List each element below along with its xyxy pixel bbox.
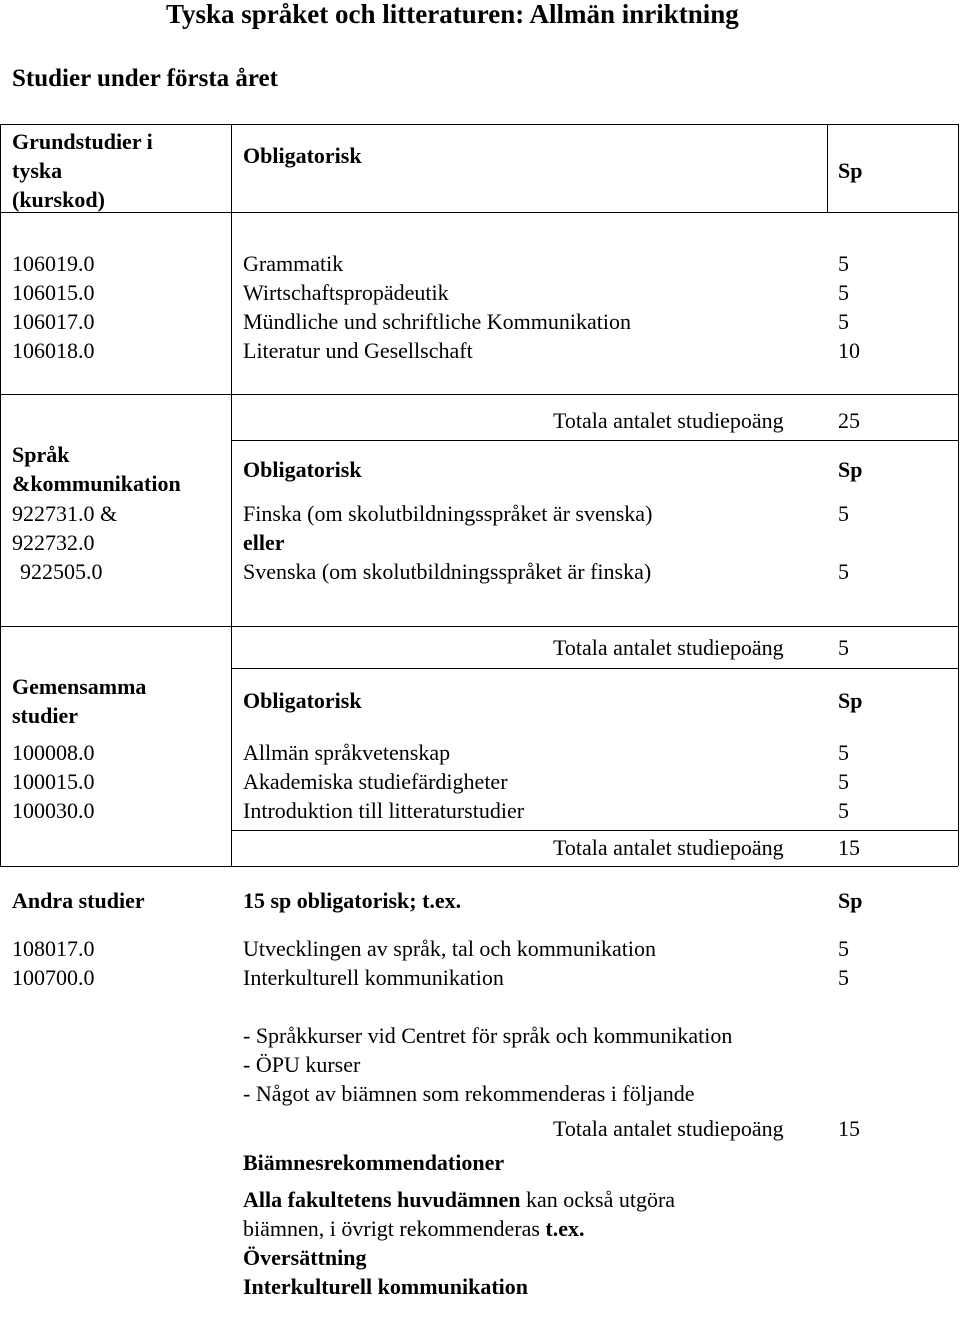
table-top-border — [0, 124, 958, 125]
course-name: Literatur und Gesellschaft — [243, 338, 473, 363]
sprak-obligatorisk: Obligatorisk — [243, 457, 362, 482]
sprak-option-1: Finska (om skolutbildningsspråket är svenska) — [243, 501, 653, 526]
section-subtitle: Studier under första året — [12, 65, 278, 92]
sprak-total-border — [231, 440, 958, 441]
gem-sp: Sp — [838, 688, 863, 713]
course-name: Wirtschaftspropädeutik — [243, 280, 449, 305]
course-code: 106018.0 — [12, 338, 95, 363]
course-credits: 5 — [838, 280, 849, 305]
course-code: 100015.0 — [12, 769, 95, 794]
gem-total-value: 15 — [838, 835, 860, 860]
course-credits: 5 — [838, 769, 849, 794]
andra-total-label: Totala antalet studiepoäng — [553, 1116, 784, 1141]
list-item: - ÖPU kurser — [243, 1052, 361, 1077]
col-divider-2 — [827, 124, 828, 212]
sprak-or: eller — [243, 530, 285, 555]
course-name: Utvecklingen av språk, tal och kommunikation — [243, 936, 657, 961]
biamnen-line-1: Alla fakultetens huvudämnen kan också utgöra — [243, 1187, 676, 1212]
gem-total-top-border — [231, 668, 958, 669]
col-divider-1 — [231, 124, 232, 866]
gem-courses — [243, 738, 524, 825]
course-code: 100030.0 — [12, 798, 95, 823]
biamnen-line-2: biämnen, i övrigt rekommenderas t.ex. — [243, 1216, 585, 1241]
course-credits: 5 — [838, 798, 849, 823]
left-border — [0, 124, 1, 866]
course-code: 106017.0 — [12, 309, 95, 334]
list-item: Översättning — [243, 1245, 367, 1270]
grund-total-label: Totala antalet studiepoäng — [553, 408, 784, 433]
andra-alternatives — [243, 1021, 732, 1108]
gem-label: Gemensamma studier — [12, 674, 147, 728]
sprak-total-value: 5 — [838, 635, 849, 660]
course-code: 922505.0 — [20, 559, 103, 584]
course-code: 100700.0 — [12, 965, 95, 990]
gem-codes — [12, 738, 95, 825]
course-code: 108017.0 — [12, 936, 95, 961]
right-border — [958, 124, 959, 866]
grund-bottom-border — [0, 394, 958, 395]
grund-header-label: Grundstudier i tyska (kurskod) — [12, 129, 153, 212]
gem-total-label: Totala antalet studiepoäng — [553, 835, 784, 860]
course-credits: 5 — [838, 965, 849, 990]
course-name: Akademiska studiefärdigheter — [243, 769, 508, 794]
biamnen-heading: Biämnesrekommendationer — [243, 1150, 505, 1175]
gem-obligatorisk: Obligatorisk — [243, 688, 362, 713]
course-code: 106015.0 — [12, 280, 95, 305]
andra-codes — [12, 934, 95, 992]
sprak-sp: Sp — [838, 457, 863, 482]
grund-total-value: 25 — [838, 408, 860, 433]
course-name: Grammatik — [243, 251, 344, 276]
course-credits: 5 — [838, 740, 849, 765]
document-title: Tyska språket och litteraturen: Allmän inriktning — [166, 0, 739, 29]
course-name: Mündliche und schriftliche Kommunikation — [243, 309, 631, 334]
course-name: Introduktion till litteraturstudier — [243, 798, 525, 823]
course-code: 922732.0 — [12, 530, 95, 555]
sprak-label: Språk &kommunikation — [12, 442, 181, 496]
andra-sp: Sp — [838, 888, 863, 913]
course-credits: 5 — [838, 936, 849, 961]
andra-credits — [838, 934, 849, 992]
course-credits: 5 — [838, 251, 849, 276]
grund-courses — [243, 249, 631, 365]
andra-note: 15 sp obligatorisk; t.ex. — [243, 888, 462, 913]
list-item: - Något av biämnen som rekommenderas i följande — [243, 1081, 695, 1106]
sprak-total-label: Totala antalet studiepoäng — [553, 635, 784, 660]
course-credits: 5 — [838, 309, 849, 334]
biamnen-items — [243, 1243, 528, 1301]
gem-total-border — [231, 830, 958, 831]
sprak-bottom-border — [0, 626, 958, 627]
sprak-credit-1: 5 — [838, 501, 849, 526]
course-code: 106019.0 — [12, 251, 95, 276]
course-name: Interkulturell kommunikation — [243, 965, 504, 990]
grund-header-obligatorisk: Obligatorisk — [243, 143, 362, 168]
course-code: 100008.0 — [12, 740, 95, 765]
grund-codes — [12, 249, 95, 365]
grund-credits — [838, 249, 860, 365]
course-code: 922731.0 & — [12, 501, 118, 526]
course-name: Allmän språkvetenskap — [243, 740, 451, 765]
list-item: Interkulturell kommunikation — [243, 1274, 529, 1299]
gem-credits — [838, 738, 849, 825]
course-credits: 10 — [838, 338, 860, 363]
list-item: - Språkkurser vid Centret för språk och kommunikation — [243, 1023, 733, 1048]
andra-total-value: 15 — [838, 1116, 860, 1141]
sprak-codes — [12, 499, 117, 586]
sprak-credit-2: 5 — [838, 559, 849, 584]
andra-label: Andra studier — [12, 888, 145, 913]
sprak-option-2: Svenska (om skolutbildningsspråket är finska) — [243, 559, 652, 584]
gem-bottom-border — [0, 866, 958, 867]
andra-courses — [243, 934, 656, 992]
grund-header-sp: Sp — [838, 158, 863, 183]
